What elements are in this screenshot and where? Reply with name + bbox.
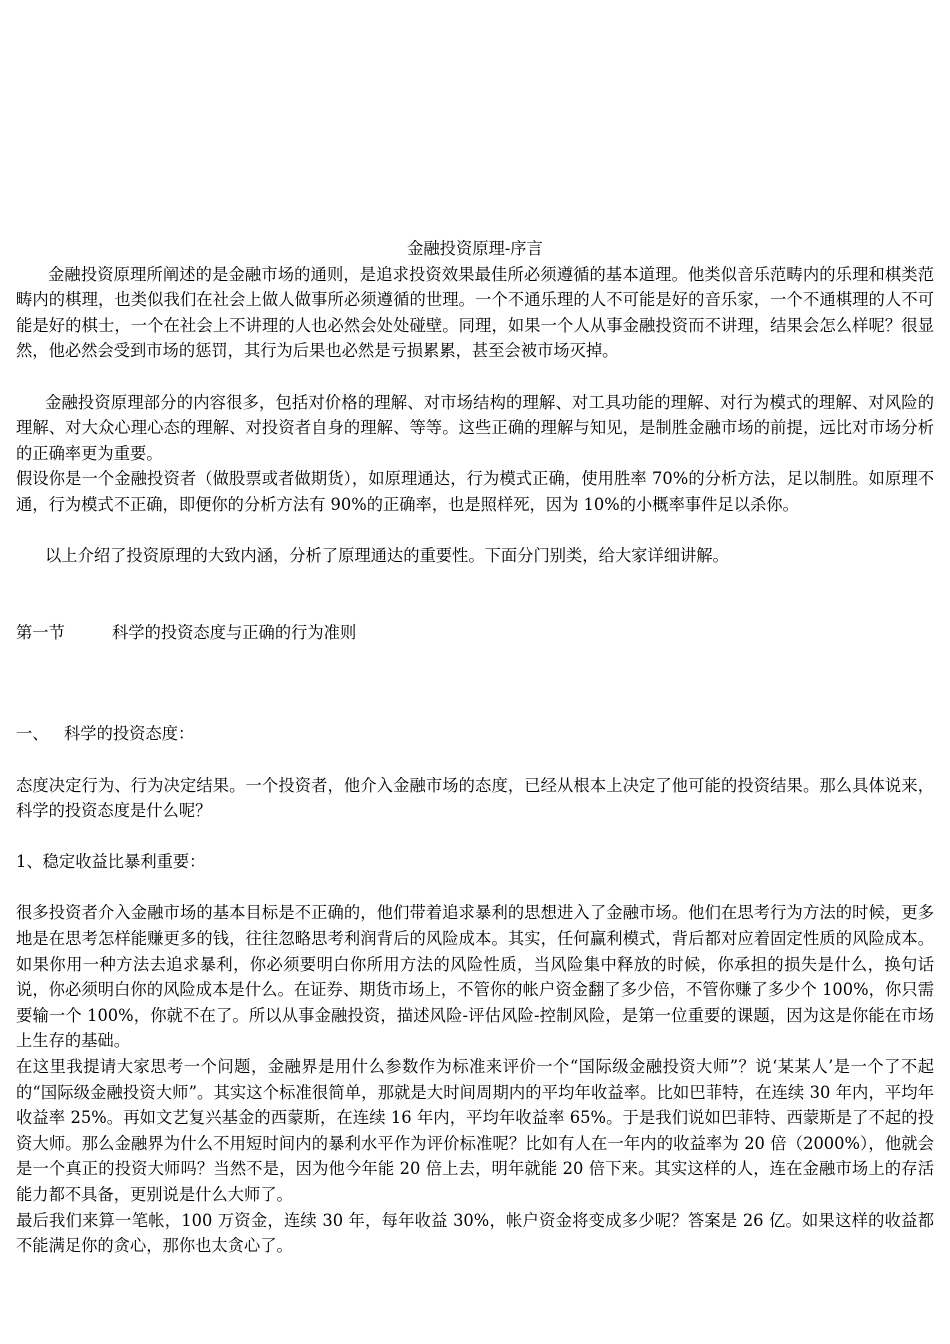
intro-paragraph: 金融投资原理部分的内容很多，包括对价格的理解、对市场结构的理解、对工具功能的理解、对行为模式的理解、对风险的理解、对大众心理心态的理解、对投资者自身的理解、等等。这些正确的理解与知见，是制胜金融市场的前提，远比对市场分析的正确率更为重要。 (16, 392, 934, 463)
intro-paragraph: 假设你是一个金融投资者（做股票或者做期货），如原理通达，行为模式正确，使用胜率 70%的分析方法，足以制胜。如原理不通，行为模式不正确，即便你的分析方法有 90%的正确率，也是照样死，因为 10%的小概率事件足以杀你。 (16, 469, 934, 514)
body-paragraph: 在这里我提请大家思考一个问题，金融界是用什么参数作为标准来评价一个“国际级金融投资大师”？说‘某某人’是一个了不起的“国际级金融投资大师”。其实这个标准很简单，那就是大时间周期内的平均年收益率。比如巴菲特，在连续 30 年内，平均年收益率 25%。再如文艺复兴基金的西蒙斯，在连续 16 年内，平均年收益率 65%。于是我们说如巴菲特、西蒙斯是了不起的投资大师。那么金融界为什么不用短时间内的暴利水平作为评价标准呢？比如有人在一年内的收益率为 20 倍（2000%），他就会是一个真正的投资大师吗？当然不是，因为他今年能 20 倍上去，明年就能 20 倍下来。其实这样的人，连在金融市场上的存活能力都不具备，更别说是什么大师了。 (16, 1057, 934, 1204)
part-title: 科学的投资态度： (64, 724, 195, 744)
spacer (16, 747, 934, 773)
intro-paragraph: 金融投资原理所阐述的是金融市场的通则，是追求投资效果最佳所必须遵循的基本道理。他类似音乐范畴内的乐理和棋类范畴内的棋理，也类似我们在社会上做人做事所必须遵循的世理。一个不通乐理的人不可能是好的音乐家，一个不通棋理的人不可能是好的棋士，一个在社会上不讲理的人也必然会处处碰壁。同理，如果一个人从事金融投资而不讲理，结果会怎么样呢？很显然，他必然会受到市场的惩罚，其行为后果也必然是亏损累累，甚至会被市场灭掉。 (16, 264, 934, 361)
document-title: 金融投资原理-序言 (407, 239, 543, 258)
part-heading (16, 721, 934, 747)
point-heading: 1、稳定收益比暴利重要： (16, 852, 206, 872)
spacer (16, 569, 934, 620)
intro-paragraph: 以上介绍了投资原理的大致内涵，分析了原理通达的重要性。下面分门别类，给大家详细讲解。 (45, 546, 729, 566)
spacer (16, 645, 934, 721)
body-paragraph: 最后我们来算一笔帐，100 万资金，连续 30 年，每年收益 30%，帐户资金将变成多少呢？答案是 26 亿。如果这样的收益都不能满足你的贪心，那你也太贪心了。 (16, 1210, 934, 1256)
part-number: 一、 (16, 724, 49, 744)
section-heading (16, 620, 934, 646)
body-paragraph: 很多投资者介入金融市场的基本目标是不正确的，他们带着追求暴利的思想进入了金融市场。他们在思考行为方法的时候，更多地是在思考怎样能赚更多的钱，往往忽略思考利润背后的风险成本。其实，任何赢利模式，背后都对应着固定性质的风险成本。如果你用一种方法去追求暴利，你必须要明白你所用方法的风险性质，当风险集中释放的时候，你承担的损失是什么，换句话说，你必须明白你的风险成本是什么。在证券、期货市场上，不管你的帐户资金翻了多少倍，不管你赚了多少个 100%，你只需要输一个 100%，你就不在了。所以从事金融投资，描述风险-评估风险-控制风险，是第一位重要的课题，因为这是你能在市场上生存的基础。 (16, 903, 934, 1051)
section-title: 科学的投资态度与正确的行为准则 (112, 622, 357, 642)
section-number: 第一节 (16, 622, 65, 642)
spacer (16, 824, 934, 850)
spacer (16, 364, 934, 390)
spacer (16, 875, 934, 901)
document-page (16, 236, 934, 1259)
part-intro-paragraph: 态度决定行为、行为决定结果。一个投资者，他介入金融市场的态度，已经从根本上决定了他可能的投资结果。那么具体说来，科学的投资态度是什么呢？ (16, 775, 934, 821)
spacer (16, 518, 934, 544)
